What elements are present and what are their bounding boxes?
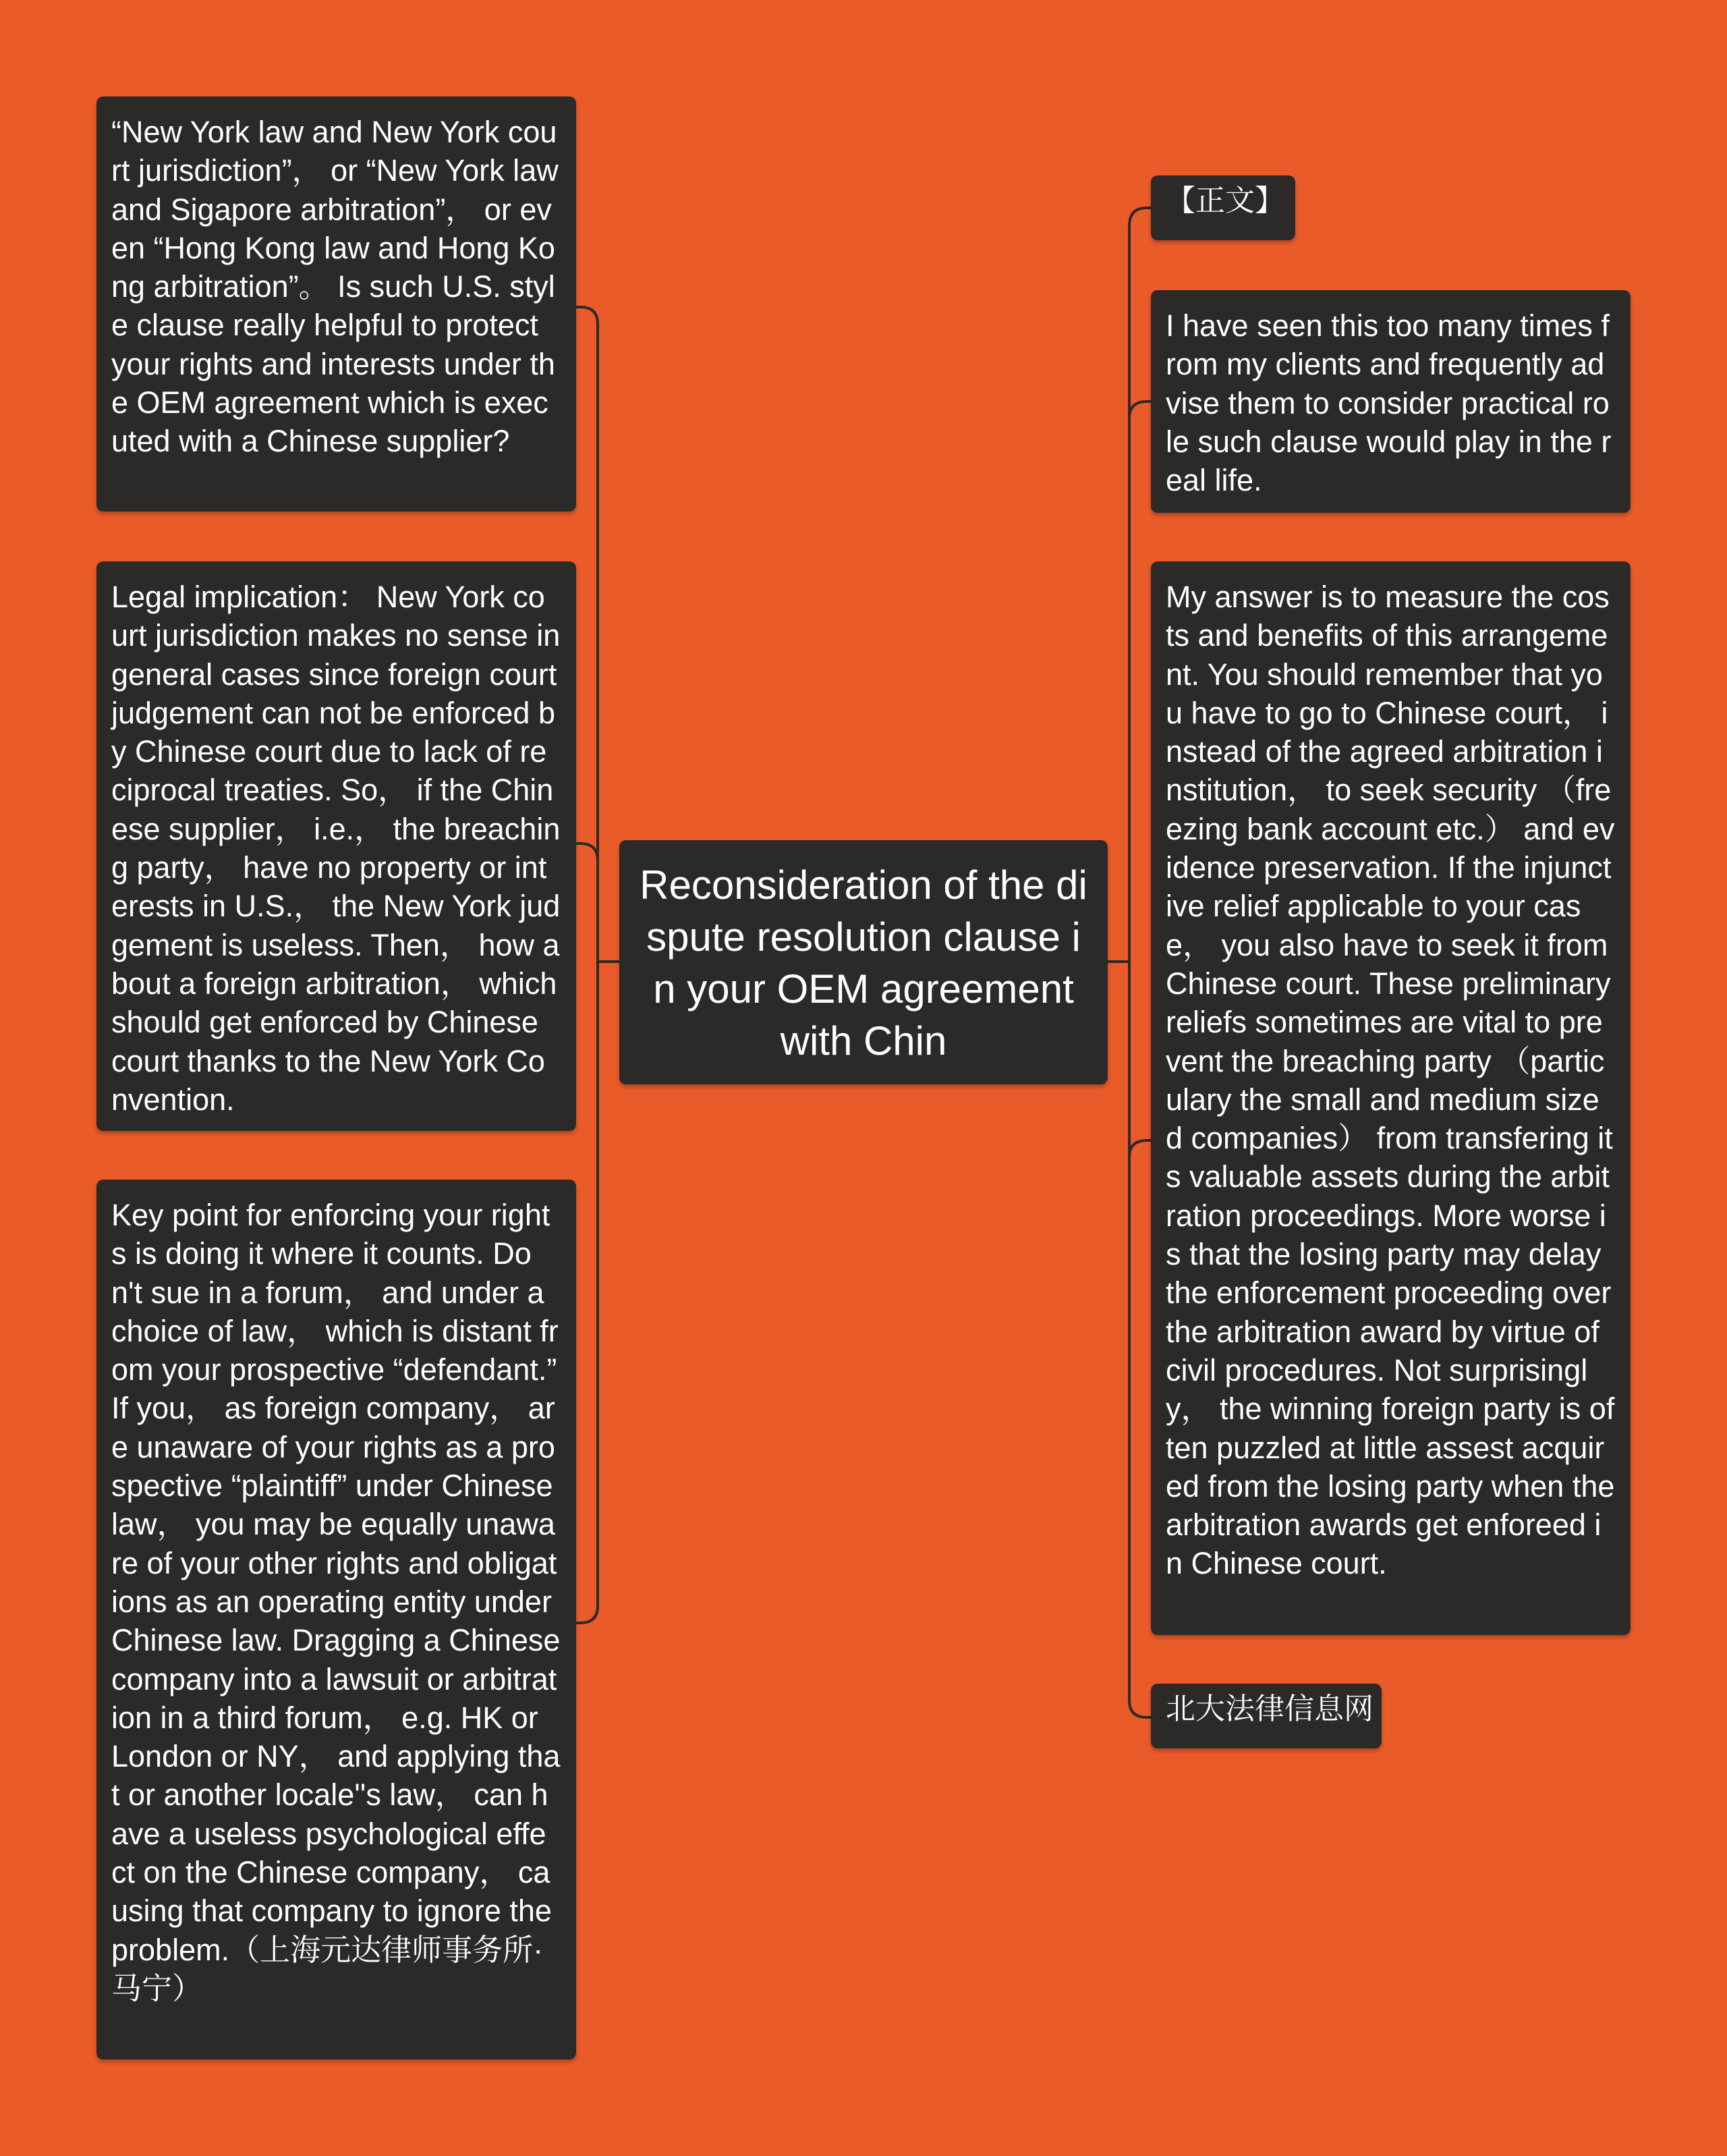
root-node[interactable] (619, 840, 1108, 1084)
connector-right-4 (1129, 1701, 1151, 1717)
root-title: Reconsideration of the dispute resolution clause in your OEM agreement with Chin (640, 862, 1087, 1063)
right-node-zhengwen-text: 【正文】 (1166, 184, 1284, 217)
connector-right-3 (1129, 1140, 1151, 1157)
left-node-2[interactable] (96, 561, 576, 1131)
right-node-3[interactable] (1151, 561, 1631, 1635)
left-node-3[interactable] (96, 1180, 576, 2060)
connector-left-1 (576, 307, 598, 324)
left-node-2-text: Legal implication： New York court jurisdiction makes no sense in general cases since foreign court judgement can not be enforced by Chinese court due to lack of reciprocal treaties. So， if the Chinese supplier， i.e.， the breaching party， have no property or interests in U.S.， the New York judgement is useless. Then， how about a foreign arbitration， which should get enforced by Chinese court thanks to the New York Convention. (111, 580, 561, 1117)
left-node-3-text: Key point for enforcing your rights is doing it where it counts. Don't sue in a forum， and under a choice of law， which is distant from your prospective “defendant.” If you， as foreign company， are unaware of your rights as a prospective “plaintiff” under Chinese law， you may be equally unaware of your other rights and obligations as an operating entity under Chinese law. Dragging a Chinese company into a lawsuit or arbitration in a third forum， e.g. HK or London or NY， and applying that or another locale''s law， can have a useless psychological effect on the Chinese company， causing that company to ignore the problem.（上海元达律师事务所·马宁） (111, 1198, 561, 2006)
left-node-1-text: “New York law and New York court jurisdiction”， or “New York law and Sigapore arbitration”， or even “Hong Kong law and Hong Kong arbitration”。 Is such U.S. style clause really helpful to protect your rights and interests under the OEM agreement which is executed with a Chinese supplier? (111, 115, 559, 459)
left-node-1[interactable] (96, 96, 576, 512)
connector-right-2 (1129, 402, 1151, 418)
right-node-source[interactable] (1151, 1684, 1382, 1748)
right-node-source-text: 北大法律信息网 (1166, 1692, 1374, 1725)
connector-left-2 (576, 844, 598, 860)
right-node-2[interactable] (1151, 290, 1631, 513)
connector-right-1 (1129, 208, 1151, 226)
right-node-zhengwen[interactable] (1151, 175, 1295, 240)
right-node-3-text: My answer is to measure the costs and benefits of this arrangement. You should remember that you have to go to Chinese court， instead of the agreed arbitration institution， to seek security （freezing bank account etc.） and evidence preservation. If the injunctive relief applicable to your case， you also have to seek it from Chinese court. These preliminary reliefs sometimes are vital to prevent the breaching party （particulary the small and medium sized companies） from transfering its valuable assets during the arbitration proceedings. More worse is that the losing party may delay the enforcement proceeding over the arbitration award by virtue of civil procedures. Not surprisingly， the winning foreign party is often puzzled at little assest acquired from the losing party when the arbitration awards get enforeed in Chinese court. (1166, 580, 1615, 1581)
right-node-2-text: I have seen this too many times from my clients and frequently advise them to consider practical role such clause would play in the real life. (1166, 308, 1612, 498)
connector-left-3 (576, 1606, 598, 1623)
